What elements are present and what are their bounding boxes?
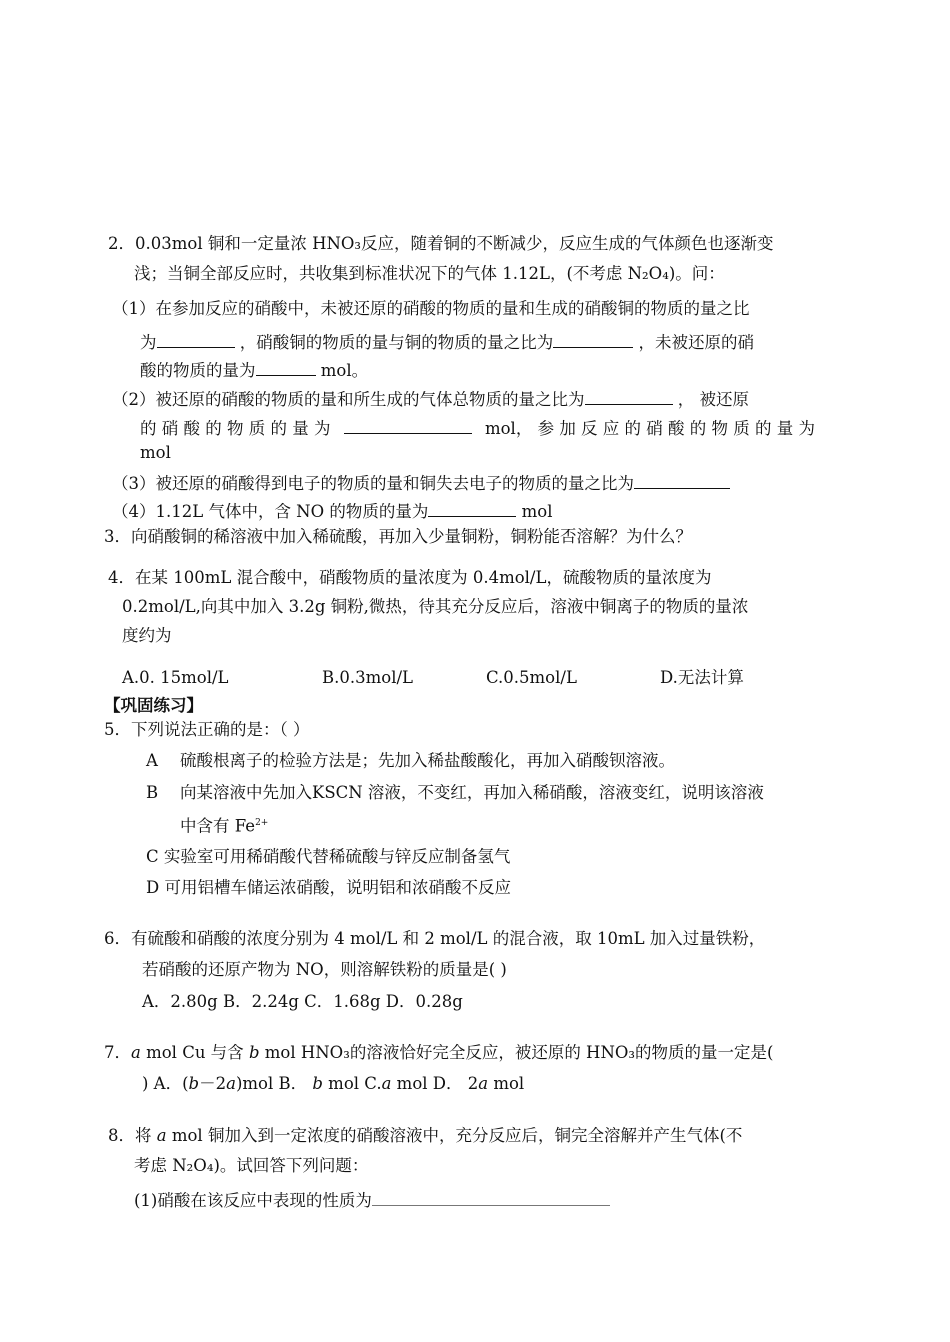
var-a: a bbox=[131, 1043, 141, 1062]
answer-blank-8[interactable] bbox=[372, 1187, 610, 1206]
answer-blank-5[interactable] bbox=[344, 415, 472, 434]
var-a: a bbox=[478, 1074, 489, 1093]
answer-blank-7[interactable] bbox=[428, 498, 516, 517]
q2-line2: 浅；当铜全部反应时，共收集到标准状况下的气体 1.12L，(不考虑 N₂O₄)。问： bbox=[134, 264, 725, 283]
q2-part2-text-c: 的 硝 酸 的 物 质 的 量 为 bbox=[140, 419, 331, 438]
q3-text: 3．向硝酸铜的稀溶液中加入稀硫酸，再加入少量铜粉，铜粉能否溶解？为什么？ bbox=[104, 527, 692, 546]
q7-text-a: mol Cu 与含 bbox=[140, 1043, 249, 1062]
q8-part1-text: (1)硝酸在该反应中表现的性质为 bbox=[134, 1191, 372, 1210]
q6-line1: 6．有硫酸和硝酸的浓度分别为 4 mol/L 和 2 mol/L 的混合液，取 10mL 加入过量铁粉， bbox=[104, 929, 766, 948]
q2-part1-text-e: mol。 bbox=[320, 361, 369, 380]
answer-blank-6[interactable] bbox=[634, 470, 730, 489]
answer-blank-3[interactable] bbox=[256, 357, 316, 376]
q7-opt-d-1: mol D． 2 bbox=[391, 1074, 479, 1093]
q5-option-d[interactable]: D 可用铝槽车储运浓硝酸，说明铝和浓硝酸不反应 bbox=[146, 878, 511, 897]
q2-part1-text-c: ，未被还原的硝 bbox=[638, 333, 754, 352]
answer-blank-1[interactable] bbox=[157, 329, 235, 348]
q2-part2-text-b: ， 被还原 bbox=[677, 390, 749, 409]
q4-option-a[interactable]: A.0. 15mol/L bbox=[122, 668, 229, 687]
q7-opt-a-1: ) A．( bbox=[142, 1074, 189, 1093]
q2-part1-text-b: ，硝酸铜的物质的量与铜的物质的量之比为 bbox=[239, 333, 554, 352]
q2-part2-text-a: （2）被还原的硝酸的物质的量和所生成的气体总物质的量之比为 bbox=[112, 390, 585, 409]
q5-option-c[interactable]: C 实验室可用稀硝酸代替稀硫酸与锌反应制备氢气 bbox=[146, 847, 511, 866]
q7-opt-c-1: mol C. bbox=[322, 1074, 382, 1093]
section-heading: 【巩固练习】 bbox=[104, 696, 203, 715]
q2-part4-text-b: mol bbox=[521, 502, 553, 521]
q6-line2: 若硝酸的还原产物为 NO，则溶解铁粉的质量是( ) bbox=[142, 960, 507, 979]
q2-part1-line2 bbox=[140, 329, 754, 354]
q8-line1 bbox=[108, 1125, 742, 1147]
q2-part3 bbox=[112, 470, 730, 495]
var-a: a bbox=[381, 1074, 392, 1093]
q5-option-b-label[interactable]: B bbox=[146, 783, 159, 802]
answer-blank-4[interactable] bbox=[585, 386, 673, 405]
var-b: b bbox=[188, 1074, 200, 1093]
q2-line1: 2．0.03mol 铜和一定量浓 HNO₃反应，随着铜的不断减少，反应生成的气体颜色也逐渐变 bbox=[108, 234, 774, 253]
q4-line1: 4．在某 100mL 混合酸中，硝酸物质的量浓度为 0.4mol/L，硫酸物质的量浓度为 bbox=[108, 568, 712, 587]
answer-blank-2[interactable] bbox=[553, 329, 633, 348]
q7-line1 bbox=[104, 1042, 773, 1064]
q2-part2-line3: mol bbox=[140, 443, 171, 462]
q8-part1 bbox=[134, 1187, 610, 1212]
q7-number: 7． bbox=[104, 1043, 131, 1062]
q7-line2[interactable] bbox=[142, 1073, 524, 1095]
q2-part2-line1 bbox=[112, 386, 749, 411]
q2-part1-line1: （1）在参加反应的硝酸中，未被还原的硝酸的物质的量和生成的硝酸铜的物质的量之比 bbox=[112, 299, 750, 318]
q2-part1-text-d: 酸的物质的量为 bbox=[140, 361, 256, 380]
q8-text-a: 8．将 bbox=[108, 1126, 157, 1145]
q2-part3-text: （3）被还原的硝酸得到电子的物质的量和铜失去电子的物质的量之比为 bbox=[112, 474, 634, 493]
q8-text-b: mol 铜加入到一定浓度的硝酸溶液中，充分反应后，铜完全溶解并产生气体(不 bbox=[166, 1126, 743, 1145]
q4-option-c[interactable]: C.0.5mol/L bbox=[486, 668, 577, 687]
q5-option-a-text: 硫酸根离子的检验方法是；先加入稀盐酸酸化，再加入硝酸钡溶液。 bbox=[180, 751, 675, 770]
q4-line3: 度约为 bbox=[122, 626, 172, 645]
q7-opt-b-1: )mol B． bbox=[235, 1074, 313, 1093]
q4-option-b[interactable]: B.0.3mol/L bbox=[322, 668, 413, 687]
q6-options[interactable]: A．2.80g B．2.24g C．1.68g D．0.28g bbox=[142, 992, 463, 1011]
q2-part1-text-a: 为 bbox=[140, 333, 157, 352]
ion-charge: 2+ bbox=[255, 818, 269, 828]
var-a: a bbox=[226, 1074, 236, 1093]
q5-option-b-text-2a: 中含有 Fe bbox=[180, 816, 256, 836]
q4-option-d[interactable]: D.无法计算 bbox=[660, 668, 744, 687]
q2-part4 bbox=[112, 498, 553, 523]
var-b: b bbox=[312, 1074, 323, 1093]
q4-line2: 0.2mol/L,向其中加入 3.2g 铜粉,微热，待其充分反应后，溶液中铜离子的物质的量浓 bbox=[122, 597, 749, 616]
q5-option-b-text-2 bbox=[180, 812, 268, 838]
q7-opt-d-2: mol bbox=[488, 1074, 525, 1093]
var-a: a bbox=[156, 1126, 167, 1145]
q5-option-a-label[interactable]: A bbox=[146, 751, 158, 770]
q5-stem: 5．下列说法正确的是：（ ） bbox=[104, 720, 310, 739]
q7-opt-a-2: －2 bbox=[199, 1074, 227, 1093]
q5-option-b-text: 向某溶液中先加入KSCN 溶液，不变红，再加入稀硝酸，溶液变红，说明该溶液 bbox=[180, 783, 764, 802]
q2-part2-text-d: mol， 参 加 反 应 的 硝 酸 的 物 质 的 量 为 bbox=[484, 419, 816, 438]
q2-part4-text-a: （4）1.12L 气体中，含 NO 的物质的量为 bbox=[112, 502, 429, 521]
q7-text-b: mol HNO₃的溶液恰好完全反应，被还原的 HNO₃的物质的量一定是( bbox=[259, 1043, 774, 1062]
q2-part2-line2 bbox=[140, 415, 846, 440]
var-b: b bbox=[248, 1043, 260, 1062]
q8-line2: 考虑 N₂O₄)。试回答下列问题： bbox=[134, 1156, 369, 1175]
q2-part1-line3 bbox=[140, 357, 368, 382]
